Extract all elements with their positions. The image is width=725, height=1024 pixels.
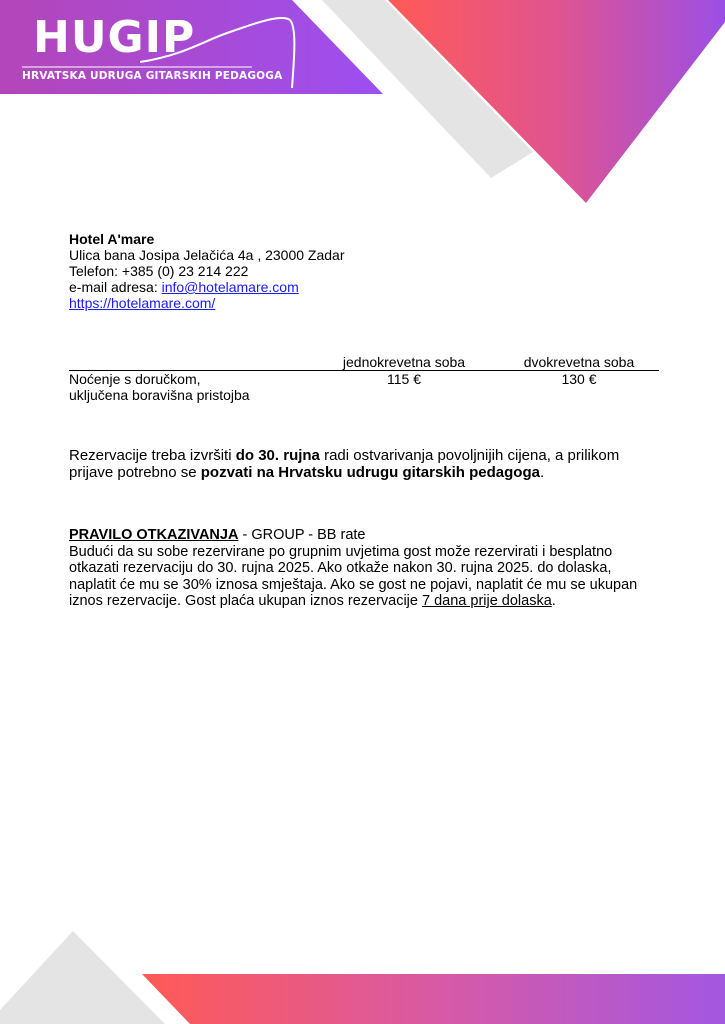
hotel-email-line <box>69 279 659 295</box>
table-row <box>69 371 659 404</box>
email-link[interactable]: info@hotelamare.com <box>161 279 299 295</box>
header-empty <box>69 354 339 371</box>
notice-deadline: do 30. rujna <box>235 447 320 464</box>
footer-gradient-bar <box>142 974 725 1024</box>
email-label: e-mail adresa: <box>69 279 162 295</box>
reservation-notice <box>69 447 659 481</box>
logo-title: HUGIP <box>33 12 196 63</box>
cancellation-policy <box>69 527 659 610</box>
double-room-price: 130 € <box>561 371 597 387</box>
hotel-phone: Telefon: +385 (0) 23 214 222 <box>69 263 249 279</box>
hotel-website-line <box>69 295 659 311</box>
row-label <box>69 371 339 404</box>
cancellation-text: Budući da su sobe rezervirane po grupnim uvjetima gost može rezervirati i besplatno otkazati rezervaciju do 30. rujna 2025. Ako otkaže nakon 30. rujna 2025. do dolaska, naplatit će mu se 30% iznosa smještaja. Ako se gost ne pojavi, naplatit će mu se ukupan iznos rezervacije. Gost plaća ukupan iznos rezervacije <box>69 543 638 609</box>
notice-text-1: Rezervacije treba izvršiti <box>69 447 236 464</box>
cancellation-heading-suffix: - GROUP - BB rate <box>238 527 366 543</box>
rates-table-block <box>69 354 659 403</box>
website-link[interactable]: https://hotelamare.com/ <box>69 295 216 311</box>
cancellation-heading: PRAVILO OTKAZIVANJA <box>69 527 239 543</box>
header-double-room: dvokrevetna soba <box>469 354 659 371</box>
footer-grey-triangle <box>0 931 165 1024</box>
cancellation-end: . <box>551 593 556 609</box>
cancellation-heading-line <box>69 527 659 544</box>
hotel-address: Ulica bana Josipa Jelačića 4a , 23000 Zadar <box>69 247 345 263</box>
rates-table <box>69 354 659 403</box>
logo-subtitle: HRVATSKA UDRUGA GITARSKIH PEDAGOGA <box>22 70 283 82</box>
single-room-price: 115 € <box>387 371 421 387</box>
cancellation-body <box>69 544 659 610</box>
hotel-name: Hotel A'mare <box>69 231 155 247</box>
row-label-line2: uključena boravišna pristojba <box>69 387 250 403</box>
rates-header-row <box>69 354 659 371</box>
notice-text-3: . <box>539 464 545 481</box>
hotel-contact-block <box>69 231 659 311</box>
notice-text-2: radi ostvarivanja povoljnijih cijena, a prilikom prijave potrebno se <box>69 447 620 481</box>
notice-association: pozvati na Hrvatsku udrugu gitarskih pedagoga <box>200 464 540 481</box>
header-single-room: jednokrevetna soba <box>339 354 469 371</box>
payment-deadline: 7 dana prije dolaska <box>422 593 552 609</box>
row-label-line1: Noćenje s doručkom, <box>69 371 201 387</box>
